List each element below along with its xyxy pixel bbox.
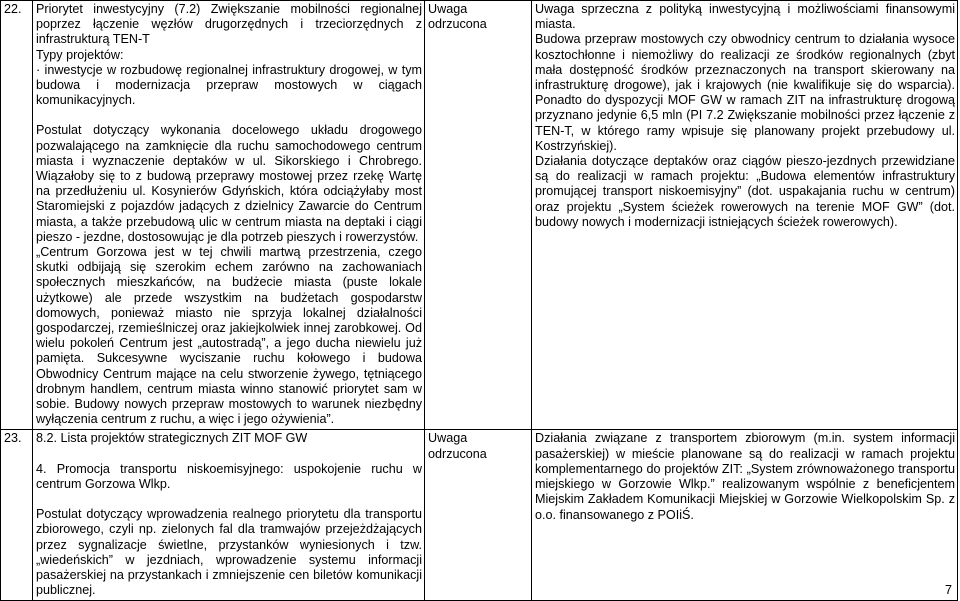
postulate-paragraph: Postulat dotyczący wprowadzenia realnego priorytetu dla transportu zbiorowego, czyli np. zielonych fal dla tramwajów przejeżdżających przez sygnalizacje świetlne, przystanków wyniesionych i tzw. „wiedeńskich” w jezdniach, wprowadzenie systemu informacji pasażerskiej na przystankach i zmniejszenie cen biletów komunikacji publicznej.	[36, 507, 422, 598]
remark-description	[33, 1, 425, 430]
quote-paragraph: „Centrum Gorzowa jest w tej chwili martwą przestrzenia, czego skutki odbijają się szerokim echem zarówno na zachowaniach społecznych mieszkańców, na budżecie miasta (puste lokale użytkowe) ale przede wszystkim na budżetach gospodarstw domowych, ponieważ miasto nie sprzyja lokalnej działalności gospodarczej, rzemieślniczej oraz jakiejkolwiek innej zarobkowej. Od wielu pokoleń Centrum jest „autostradą”, a jego ducha niewielu już pamięta. Sukcesywne wyciszanie ruchu kołowego i budowa Obwodnicy Centrum mające na celu stworzenie żywego, tętniącego drobnym handlem, centrum miasta winno stanowić priorytet sam w sobie. Budowy nowych przepraw mostowych to warunek niezbędny wyłączenia centrum z ruchu, a więc i jego ożywienia”.	[36, 245, 422, 427]
status-value: odrzucona	[428, 17, 487, 32]
status-label: Uwaga	[428, 2, 468, 16]
status-cell	[425, 1, 532, 430]
response-cell	[532, 1, 958, 430]
project-type-item: · inwestycje w rozbudowę regionalnej infrastruktury drogowej, w tym budowa i modernizacja przepraw mostowych w ciągach komunikacyjnych.	[36, 62, 422, 108]
status-value: odrzucona	[428, 446, 487, 461]
postulate-paragraph: Postulat dotyczący wykonania docelowego układu drogowego pozwalającego na zamknięcie dla ruchu samochodowego centrum miasta i wyznaczenie deptaków w ul. Sikorskiego i Chrobrego. Wiązałoby się to z budową przeprawy mostowej przez rzekę Wartę na przedłużeniu ul. Kosynierów Gdyńskich, która odciążyłaby most Staromiejski z pojazdów jadących z dzielnicy Zawarcie do Centrum miasta, a także przebudową ulic w centrum miasta na deptaki i ciągi pieszo - jezdne, dostosowując je dla potrzeb pieszych i rowerzystów.	[36, 123, 422, 244]
remark-description	[33, 430, 425, 601]
response-cell	[532, 430, 958, 601]
response-paragraph: Działania dotyczące deptaków oraz ciągów pieszo-jezdnych przewidziane są do realizacji w ramach projektu: „Budowa elementów infrastruktury promującej transport niskoemisyjny” (dot. uspakajania ruchu w centrum) oraz projektu „System ścieżek rowerowych na terenie MOF GW” (dot. budowy nowych i modernizacji istniejących ścieżek rowerowych).	[535, 154, 955, 229]
project-item: 4. Promocja transportu niskoemisyjnego: uspokojenie ruchu w centrum Gorzowa Wlkp.	[36, 461, 422, 491]
project-types-label: Typy projektów:	[36, 47, 124, 62]
spacer	[36, 447, 422, 462]
status-label: Uwaga	[428, 431, 468, 446]
priority-heading: Priorytet inwestycyjny (7.2) Zwiększanie mobilności regionalnej poprzez łączenie węzłów drugorzędnych i trzeciorzędnych z infrastrukturą TEN-T	[36, 2, 422, 47]
row-number: 23.	[1, 430, 33, 601]
page-number: 7	[944, 583, 952, 597]
spacer	[36, 492, 422, 507]
response-paragraph: Uwaga sprzeczna z polityką inwestycyjną i możliwościami finansowymi miasta.	[535, 2, 955, 32]
table-row	[1, 1, 958, 430]
response-paragraph: Działania związane z transportem zbiorowym (m.in. system informacji pasażerskiej) w mieście planowane są do realizacji w ramach projektu komplementarnego do projektów ZIT: „System zrównoważonego transportu miejskiego w Gorzowie Wlkp.” realizowanym wspólnie z beneficjentem Miejskim Zakładem Komunikacji Miejskiej w Gorzowie Wielkopolskim Sp. z o.o. finansowanego z POIiŚ.	[535, 431, 955, 522]
row-number: 22.	[1, 1, 33, 430]
spacer	[36, 108, 422, 123]
status-cell	[425, 430, 532, 601]
table-row	[1, 430, 958, 601]
response-paragraph: Budowa przepraw mostowych czy obwodnicy centrum to działania wysoce kosztochłonne i niemożliwy do realizacji ze środków regionalnych (zbyt mała dostępność środków przeznaczonych na transport skierowany na infrastrukturę drogowe), jak i krajowych (nie kwalifikuje się do wsparcia). Ponadto do dyspozycji MOF GW w ramach ZIT na infrastrukturę drogową przyznano jedynie 6,5 mln (PI 7.2 Zwiększanie mobilności przez łączenie z TEN-T, w którego ramy wpisuje się planowany projekt przebudowy ul. Kostrzyńskiej).	[535, 32, 955, 153]
list-heading: 8.2. Lista projektów strategicznych ZIT MOF GW	[36, 431, 308, 446]
